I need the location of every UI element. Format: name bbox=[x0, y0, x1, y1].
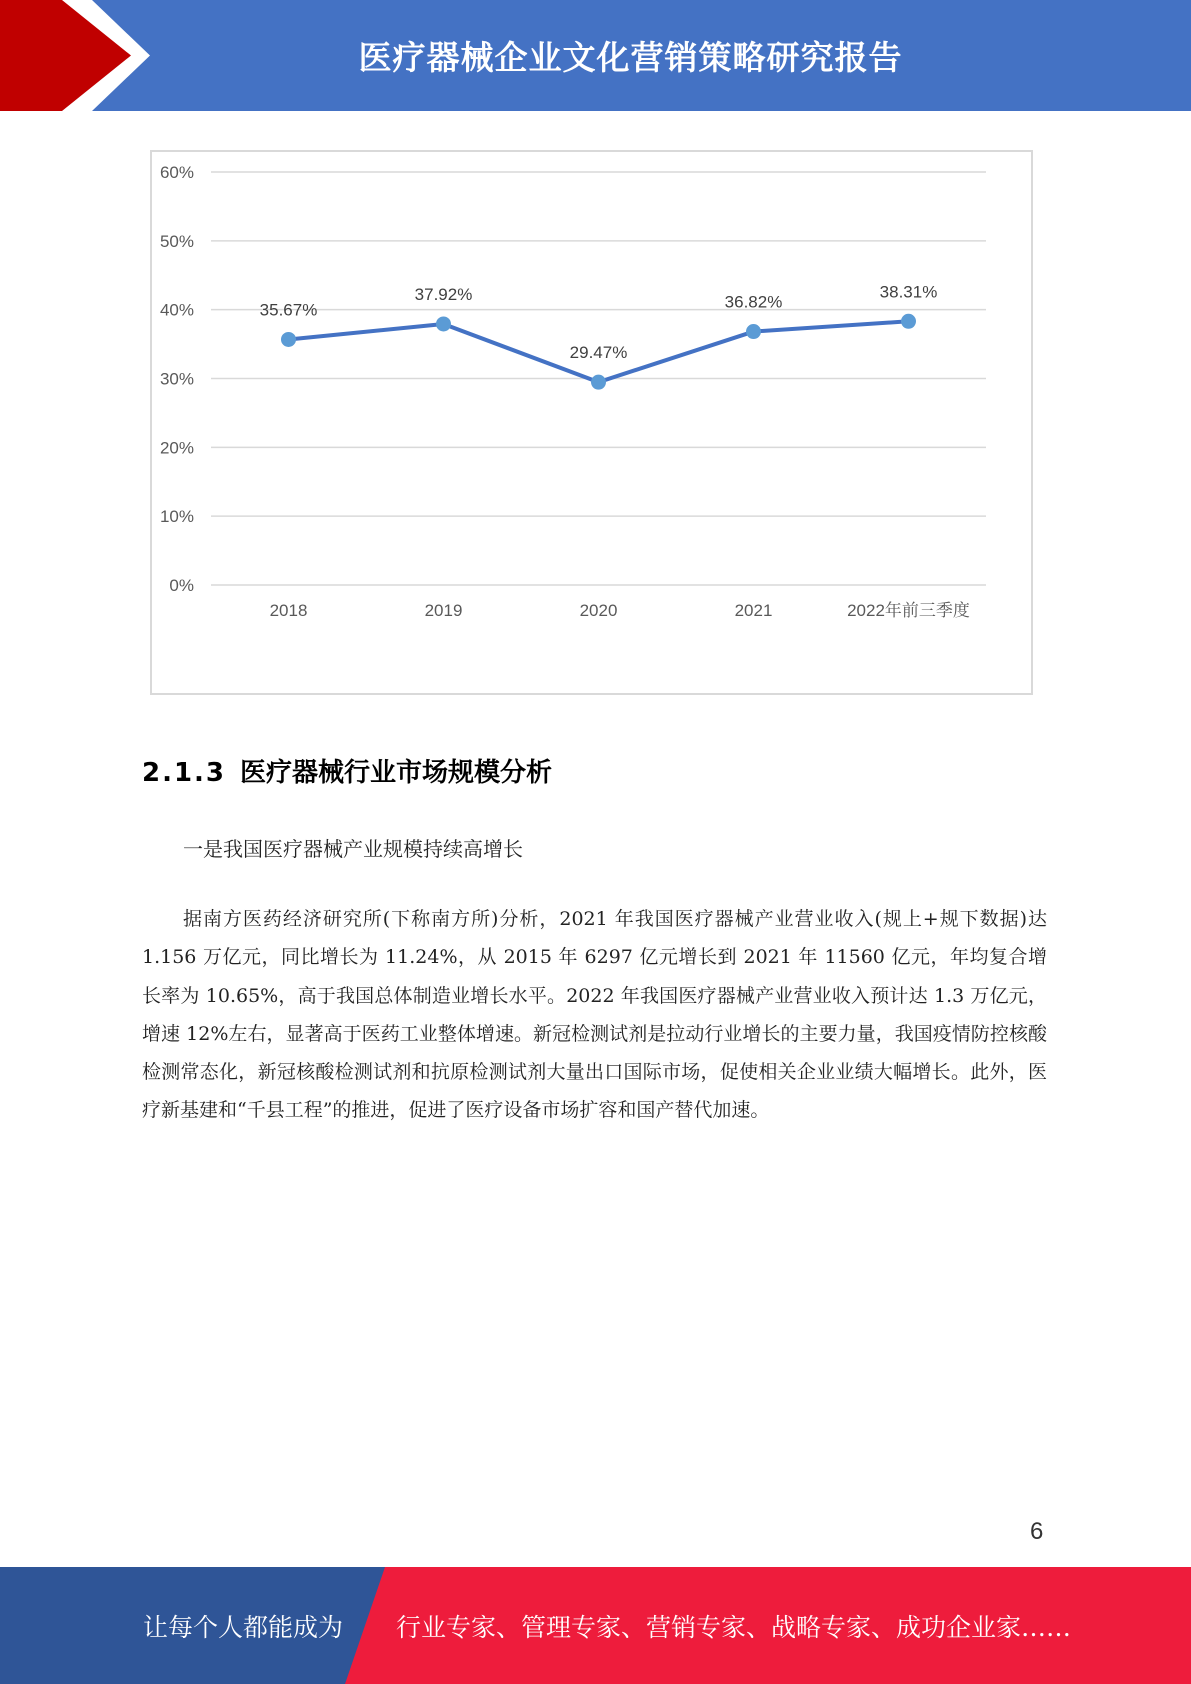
data-label: 35.67% bbox=[259, 300, 318, 320]
lead-sentence: 一是我国医疗器械产业规模持续高增长 bbox=[183, 837, 523, 861]
data-point bbox=[436, 316, 451, 331]
footer-roles: 行业专家、管理专家、营销专家、战略专家、成功企业家…… bbox=[396, 1612, 1072, 1642]
y-tick-label: 0% bbox=[169, 576, 194, 595]
x-tick-label: 2022年前三季度 bbox=[847, 601, 970, 620]
data-label: 37.92% bbox=[414, 284, 473, 304]
report-title: 医疗器械企业文化营销策略研究报告 bbox=[358, 38, 903, 77]
y-tick-label: 10% bbox=[159, 507, 194, 527]
x-tick-label: 2020 bbox=[579, 601, 618, 620]
data-point bbox=[281, 332, 296, 347]
y-tick-label: 50% bbox=[159, 231, 194, 251]
data-point bbox=[591, 375, 606, 390]
chart-container bbox=[150, 150, 1033, 695]
body-paragraph: 据南方医药经济研究所(下称南方所)分析，2021 年我国医疗器械产业营业收入(规上+规下数据)达 1.156 万亿元，同比增长为 11.24%，从 2015 年 6297 亿元增长到 2021 年 11560 亿元，年均复合增长率为 10.65%，高于我国总体制造业增长水平。2022 年我国医疗器械产业营业收入预计达 1.3 万亿元，增速 12%左右，显著高于医药工业整体增速。新冠检测试剂是拉动行业增长的主要力量，我国疫情防控核酸检测常态化，新冠核酸检测试剂和抗原检测试剂大量出口国际市场，促使相关企业业绩大幅增长。此外，医疗新基建和“千县工程”的推进，促进了医疗设备市场扩容和国产替代加速。 bbox=[142, 908, 1047, 1122]
data-label: 36.82% bbox=[724, 292, 783, 312]
data-label: 38.31% bbox=[879, 282, 938, 302]
x-tick-label: 2021 bbox=[734, 601, 773, 620]
header-banner bbox=[0, 0, 1191, 111]
page-number: 6 bbox=[1030, 1518, 1044, 1545]
line-chart bbox=[152, 152, 1035, 697]
x-tick-label: 2019 bbox=[424, 601, 463, 620]
section-number: 2.1.3 bbox=[142, 758, 227, 788]
data-point bbox=[746, 324, 761, 339]
section-heading bbox=[142, 752, 552, 789]
footer-banner bbox=[0, 1567, 1191, 1684]
y-tick-label: 40% bbox=[159, 300, 194, 320]
data-label: 29.47% bbox=[569, 343, 628, 363]
x-tick-label: 2018 bbox=[269, 601, 308, 620]
y-tick-label: 30% bbox=[159, 369, 194, 389]
y-tick-label: 20% bbox=[159, 438, 194, 458]
footer-slogan: 让每个人都能成为 bbox=[143, 1612, 344, 1642]
y-tick-label: 60% bbox=[159, 163, 194, 182]
section-title: 医疗器械行业市场规模分析 bbox=[240, 758, 553, 788]
data-point bbox=[901, 314, 916, 329]
